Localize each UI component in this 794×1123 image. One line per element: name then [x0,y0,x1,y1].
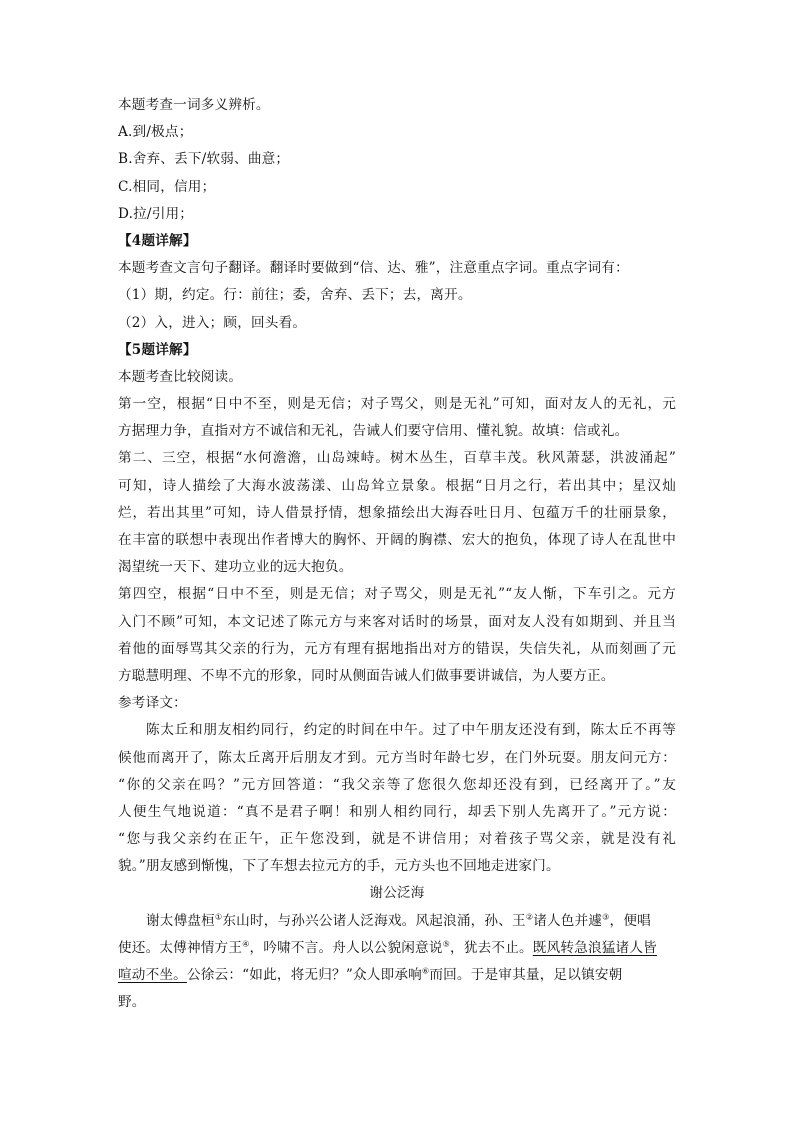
text-line: 本题考查一词多义辨析。 [118,97,270,113]
passage-text: 使还。太傅神情方王 [118,939,243,956]
translation-heading: 参考译文： [118,695,187,712]
passage-text: 诸人色并遽 [533,912,603,929]
option-d: D.拉/引用； [118,205,194,222]
footnote-marker: ⑥ [421,966,430,976]
passage-line: 野。 [118,994,146,1011]
option-a: A.到/极点； [118,124,193,141]
underlined-sentence: 喧动不坐。 [118,967,187,983]
text-line: 在丰富的联想中表现出作者博大的胸怀、开阔的胸襟、宏大的抱负，体现了诗人在乱世中 [118,532,676,548]
text-line: 渴望统一天下、建功立业的远大抱负。 [118,559,353,576]
translation-line: “您与我父亲约在正午，正午您没到，就是不讲信用；对着孩子骂父亲，就是没有礼 [118,831,676,848]
translation-line: 陈太丘和朋友相约同行，约定的时间在中午。过了中午朋友还没有到，陈太丘不再等 [146,722,676,739]
text-line: 可知，诗人描绘了大海水波荡漾、山岛耸立景象。根据“日月之行，若出其中；星汉灿 [118,477,676,494]
text-line: 烂，若出其里”可知，诗人借景抒情，想象描绘出大海吞吐日月、包蕴万千的壮丽景象， [118,504,676,521]
passage-text: ，吟啸不言。舟人以公貌闲意说 [249,939,443,956]
passage-line [118,962,676,989]
passage-line [118,908,676,935]
passage-text: 公徐云：“如此，将无归？”众人即承响 [186,967,422,983]
text-line: 着他的面辱骂其父亲的行为，元方有理有据地指出对方的错误，失信失礼，从而刻画了元 [118,640,676,657]
text-line: （1）期，约定。行：前往；委，舍弃、丢下；去，离开。 [118,287,472,304]
passage-title: 谢公泛海 [369,885,425,902]
passage-line [118,935,676,962]
text-line: 本题考查文言句子翻译。翻译时要做到“信、达、雅”，注意重点字词。重点字词有： [118,260,629,277]
section-heading-5: 【5题详解】 [118,341,197,358]
text-line: 第一空，根据“日中不至，则是无信；对子骂父，则是无礼”可知，面对友人的无礼，元 [118,396,676,413]
footnote-marker: ① [214,912,223,922]
text-line: （2）入，进入；顾，回头看。 [118,314,307,331]
text-line: 第四空，根据“日中不至，则是无信；对子骂父，则是无礼”“友人惭，下车引之。元方 [118,586,676,603]
passage-text: 谢太傅盘桓 [146,912,215,929]
translation-line: 貌。”朋友感到惭愧，下了车想去拉元方的手，元方头也不回地走进家门。 [118,858,560,875]
translation-line: 人便生气地说道：“真不是君子啊！和别人相约同行，却丢下别人先离开了。”元方说： [118,803,676,820]
document-body [118,92,676,1016]
passage-text: ，便唱 [609,912,651,929]
footnote-marker: ③ [602,912,610,922]
text-line: 入门不顾”可知，本文记述了陈元方与来客对话时的场景，面对友人没有如期到、并且当 [118,613,676,630]
option-b: B.舍弃、丢下/软弱、曲意； [118,151,290,168]
translation-line: “你的父亲在吗？”元方回答道：“我父亲等了您很久您却还没有到，已经离开了。”友 [118,776,676,793]
passage-text: 而回。于是审其量，足以镇安朝 [429,967,623,983]
passage-text: ，犹去不止。 [450,939,533,956]
text-line: 方据理力争，直指对方不诚信和无礼，告诫人们要守信用、懂礼貌。故填：信或礼。 [118,423,629,440]
section-heading-4: 【4题详解】 [118,232,197,249]
footnote-marker: ④ [242,939,250,949]
underlined-sentence: 既风转急浪猛诸人皆 [532,939,657,956]
footnote-marker: ② [525,912,534,922]
passage-text: 东山时，与孙兴公诸人泛海戏。风起浪涌，孙、王 [222,912,526,929]
translation-line: 候他而离开了，陈太丘离开后朋友才到。元方当时年龄七岁，在门外玩耍。朋友问元方： [118,749,676,766]
option-c: C.相同，信用； [118,178,216,195]
text-line: 方聪慧明理、不卑不亢的形象，同时从侧面告诫人们做事要讲诚信，为人要方正。 [118,667,615,684]
footnote-marker: ⑤ [442,939,451,949]
text-line: 本题考查比较阅读。 [118,368,243,385]
text-line: 第二、三空，根据“水何澹澹，山岛竦峙。树木丛生，百草丰茂。秋风萧瑟，洪波涌起” [118,450,676,467]
